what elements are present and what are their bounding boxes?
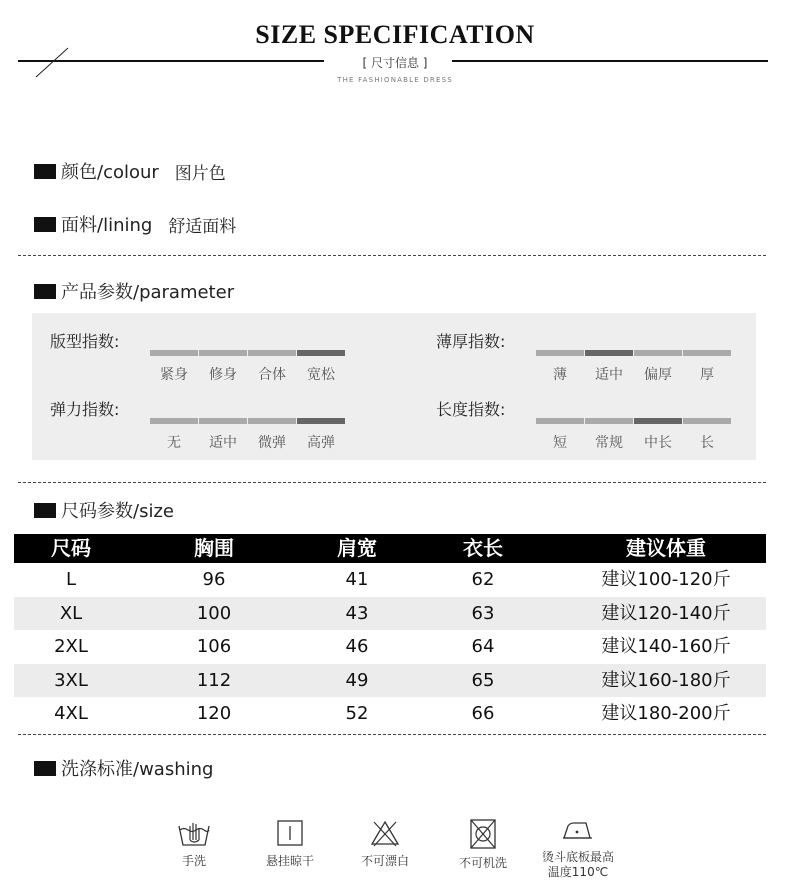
no-machine-wash-icon [468,818,498,850]
column-header: 尺码 [51,536,91,560]
wash-label: 悬挂晾干 [265,854,314,868]
table-row [14,664,766,697]
table-cell: 4XL [54,703,88,725]
table-cell: 49 [345,669,369,691]
table-cell: 65 [471,669,495,691]
param-label: 弹力指数: [50,400,120,419]
table-cell: 3XL [54,669,88,691]
scale-segment [248,418,296,424]
column-header: 衣长 [463,536,503,560]
table-cell: 66 [471,703,495,725]
colour-value: 图片色 [174,163,226,184]
scale-option-label: 合体 [258,367,286,383]
lining-label: 面料/lining [61,215,153,236]
lining-value: 舒适面料 [168,216,237,237]
scale-option-label: 高弹 [307,435,335,451]
table-cell: 52 [345,703,369,725]
table-cell: 46 [345,636,369,658]
scale-option-label: 适中 [595,367,623,383]
colour-row [34,158,226,184]
scale-option-label: 适中 [209,435,237,451]
divider [18,482,766,483]
table-row [14,697,766,730]
wash-label [527,850,629,880]
wash-item-no-machine-wash [433,818,533,871]
parameter-heading [34,278,234,304]
scale-option-label: 宽松 [307,367,335,383]
size-table-header [14,534,766,563]
scale-option-label: 常规 [595,435,623,451]
scale-segment [199,350,247,356]
scale-segment [199,418,247,424]
scale-segment [585,418,633,424]
table-cell: 96 [202,569,226,590]
section-square-icon [34,164,56,179]
hang-dry-icon [275,818,305,848]
table-cell: 64 [471,636,495,658]
column-header: 肩宽 [337,536,377,560]
colour-label: 颜色/colour [61,162,159,183]
scale-option-label: 紧身 [160,367,188,383]
table-cell: 100 [196,602,232,624]
divider [18,255,766,256]
scale-segment [683,350,731,356]
table-cell: 建议180-200斤 [601,703,731,725]
table-cell: XL [59,602,83,624]
table-cell: 建议160-180斤 [601,669,731,691]
table-cell: L [65,569,77,590]
washing-heading [34,755,213,781]
scale-option-label: 修身 [209,367,237,383]
table-cell: 106 [196,636,232,658]
scale-option-label: 中长 [644,435,672,451]
no-bleach-icon [369,818,401,848]
param-label: 版型指数: [50,332,120,351]
section-square-icon [34,503,56,518]
parameter-panel [32,313,756,460]
table-cell: 43 [345,602,369,624]
wash-item-iron [527,818,629,880]
scale-segment [585,350,633,356]
wash-label-line: 温度110℃ [547,865,609,879]
param-label: 长度指数: [436,400,506,419]
scale-option-label: 短 [553,435,567,451]
parameter-label: 产品参数/parameter [61,282,235,303]
wash-label: 手洗 [181,854,206,868]
table-cell: 63 [471,602,495,624]
scale-segment [248,350,296,356]
scale-option-label: 偏厚 [644,367,672,383]
wash-label-line: 烫斗底板最高 [541,850,614,864]
table-row [14,597,766,630]
table-row [14,630,766,663]
scale-segment [634,350,682,356]
scale-segment [150,418,198,424]
page-title: SIZE SPECIFICATION [255,20,535,49]
column-header: 建议体重 [626,536,706,560]
scale-segment [683,418,731,424]
scale-segment [634,418,682,424]
scale-segment [150,350,198,356]
table-row [14,563,766,596]
param-label: 薄厚指数: [436,332,506,351]
scale-option-label: 薄 [553,367,567,383]
iron-icon [560,818,596,844]
wash-label: 不可漂白 [360,854,409,868]
lining-row [34,211,236,237]
scale-option-label: 无 [167,435,181,451]
table-cell: 建议100-120斤 [601,569,731,590]
table-cell: 120 [196,703,232,725]
table-cell: 2XL [54,636,88,658]
wash-item-hand-wash [144,818,244,869]
scale-segment [536,418,584,424]
column-header: 胸围 [194,536,234,560]
scale-option-label: 微弹 [258,435,286,451]
scale-segment [536,350,584,356]
scale-segment [297,418,345,424]
table-cell: 62 [471,569,495,590]
table-cell: 112 [196,669,232,691]
table-cell: 建议120-140斤 [601,602,731,624]
wash-item-hang-dry [240,818,340,869]
wash-item-no-bleach [335,818,435,869]
table-cell: 41 [345,569,369,590]
header-subtitle: [ 尺寸信息 ] [362,56,428,70]
wash-label: 不可机洗 [458,856,507,870]
section-square-icon [34,761,56,776]
scale-option-label: 厚 [700,367,714,383]
hand-wash-icon [176,818,212,848]
washing-label: 洗涤标准/washing [61,759,214,780]
scale-segment [297,350,345,356]
header-tagline: THE FASHIONABLE DRESS [337,76,453,84]
scale-option-label: 长 [700,435,714,451]
divider [18,734,766,735]
size-heading [34,497,174,523]
table-cell: 建议140-160斤 [601,636,731,658]
size-label: 尺码参数/size [61,501,174,522]
section-square-icon [34,284,56,299]
section-square-icon [34,217,56,232]
